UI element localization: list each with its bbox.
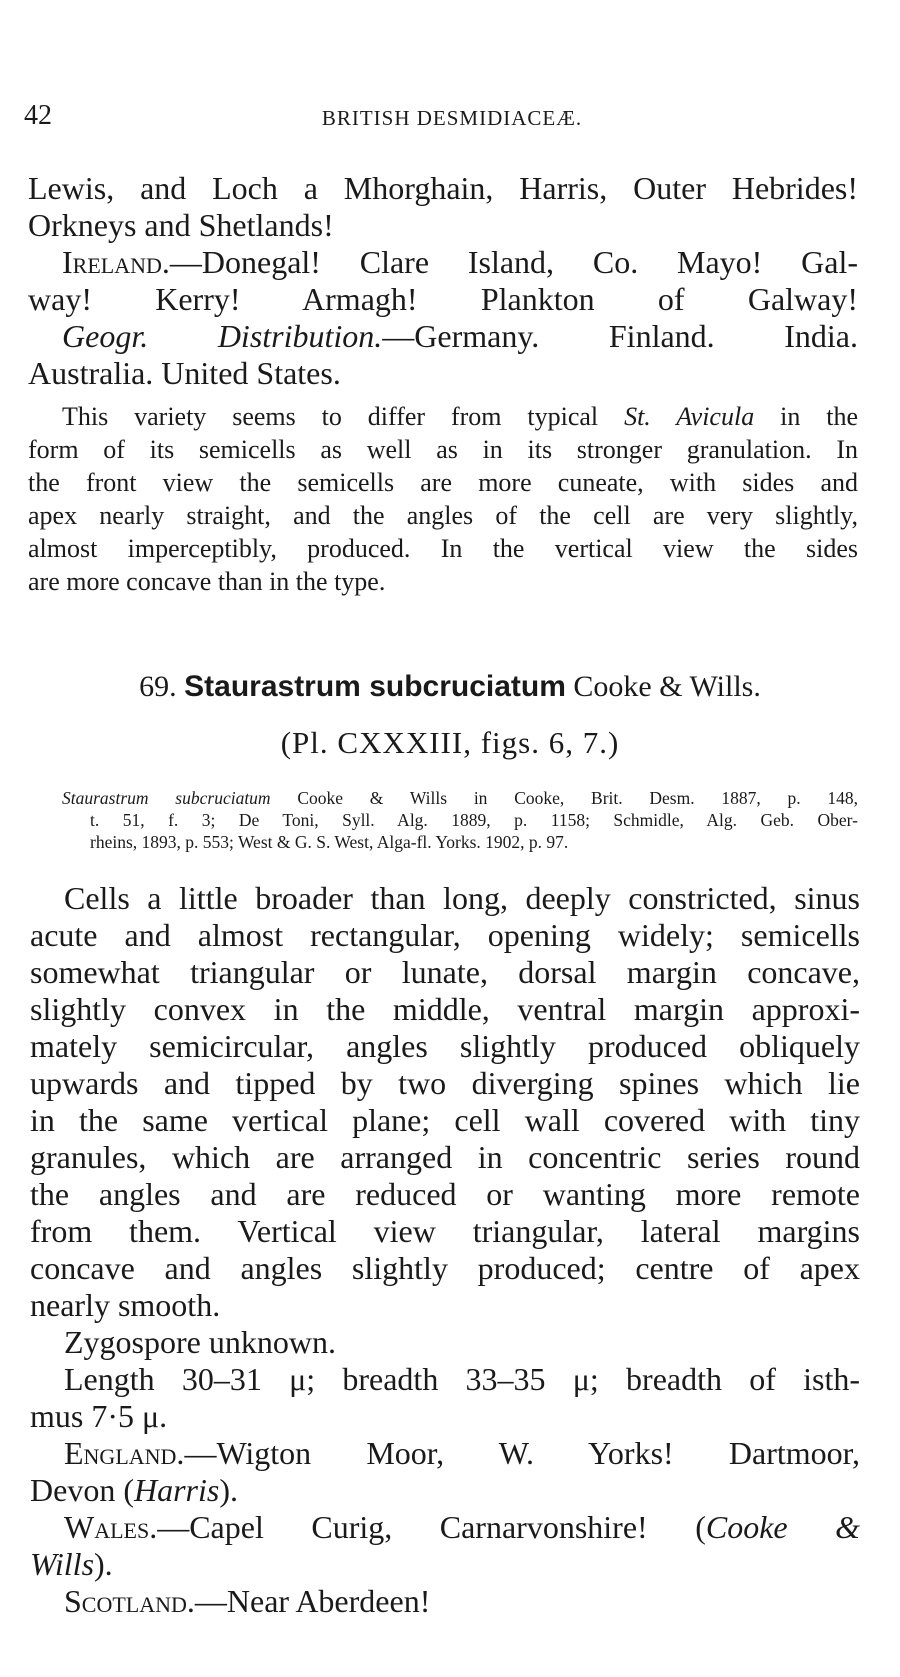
description-line: from them. Vertical view triangular, lateral margins bbox=[30, 1213, 860, 1249]
description-line: nearly smooth. bbox=[30, 1287, 221, 1323]
dimensions-line: Length 30–31 μ; breadth 33–35 μ; breadth of isth- bbox=[64, 1361, 860, 1397]
note-line: are more concave than in the type. bbox=[28, 567, 386, 596]
running-header bbox=[24, 100, 860, 140]
note-line: form of its semicells as well as in its stronger granulation. In bbox=[28, 435, 858, 464]
description-line: concave and angles slightly produced; centre of apex bbox=[30, 1250, 860, 1286]
wales-line: Wales.—Capel Curig, Carnarvonshire! (Cooke & bbox=[64, 1509, 861, 1545]
ireland-line: Ireland.—Donegal! Clare Island, Co. Mayo! Gal- bbox=[62, 244, 858, 280]
reference-line: t. 51, f. 3; De Toni, Syll. Alg. 1889, p. 1158; Schmidle, Alg. Geb. Ober- bbox=[90, 810, 858, 830]
dimensions-line: mus 7·5 μ. bbox=[30, 1398, 168, 1434]
description-line: in the same vertical plane; cell wall covered with tiny bbox=[30, 1102, 860, 1138]
region-label: Scotland. bbox=[64, 1583, 195, 1619]
region-label: Ireland. bbox=[62, 244, 170, 280]
note-line: This variety seems to differ from typical St. Avicula in the bbox=[62, 402, 858, 431]
species-name: Staurastrum subcruciatum bbox=[184, 670, 566, 703]
geogr-line: Geogr. Distribution.—Germany. Finland. India. bbox=[62, 318, 859, 354]
variety-note bbox=[28, 400, 858, 598]
species-description bbox=[30, 880, 860, 1620]
running-title: BRITISH DESMIDIACEÆ. bbox=[321, 106, 583, 130]
reference-line: rheins, 1893, p. 553; West & G. S. West, Alga-fl. Yorks. 1902, p. 97. bbox=[90, 832, 569, 852]
description-line: acute and almost rectangular, opening widely; semicells bbox=[30, 917, 860, 953]
plate-reference: (Pl. CXXXIII, figs. 6, 7.) bbox=[280, 725, 620, 760]
note-line: the front view the semicells are more cuneate, with sides and bbox=[28, 468, 858, 497]
description-line: Cells a little broader than long, deeply constricted, sinus bbox=[64, 880, 860, 916]
description-line: the angles and are reduced or wanting more remote bbox=[30, 1176, 860, 1212]
region-label: England. bbox=[64, 1435, 185, 1471]
note-line: apex nearly straight, and the angles of the cell are very slightly, bbox=[28, 501, 858, 530]
england-line-2: Devon (Harris). bbox=[30, 1472, 238, 1508]
scotland-line: Scotland.—Near Aberdeen! bbox=[64, 1583, 431, 1619]
region-label: Wales. bbox=[64, 1509, 158, 1545]
species-heading bbox=[0, 670, 900, 704]
page-number: 42 bbox=[24, 100, 52, 131]
wales-line-2: Wills). bbox=[30, 1546, 113, 1582]
description-line: upwards and tipped by two diverging spines which lie bbox=[30, 1065, 860, 1101]
synonymy-references bbox=[62, 787, 858, 853]
text-line: Lewis, and Loch a Mhorghain, Harris, Outer Hebrides! bbox=[28, 170, 858, 206]
species-number: 69. bbox=[139, 670, 177, 703]
text-line: way! Kerry! Armagh! Plankton of Galway! bbox=[28, 281, 858, 317]
distribution-continued bbox=[28, 170, 858, 392]
description-line: granules, which are arranged in concentric series round bbox=[30, 1139, 860, 1175]
species-authority: Cooke & Wills. bbox=[573, 670, 761, 703]
geogr-label: Geogr. Distribution. bbox=[62, 318, 383, 354]
england-line: England.—Wigton Moor, W. Yorks! Dartmoor, bbox=[64, 1435, 860, 1471]
reference-line: Staurastrum subcruciatum Cooke & Wills in Cooke, Brit. Desm. 1887, p. 148, bbox=[62, 788, 858, 808]
text-line: Australia. United States. bbox=[28, 355, 341, 391]
text-line: Orkneys and Shetlands! bbox=[28, 207, 334, 243]
zygospore-line: Zygospore unknown. bbox=[64, 1324, 336, 1360]
description-line: somewhat triangular or lunate, dorsal margin concave, bbox=[30, 954, 860, 990]
description-line: mately semicircular, angles slightly produced obliquely bbox=[30, 1028, 860, 1064]
description-line: slightly convex in the middle, ventral margin approxi- bbox=[30, 991, 860, 1027]
note-line: almost imperceptibly, produced. In the vertical view the sides bbox=[28, 534, 858, 563]
